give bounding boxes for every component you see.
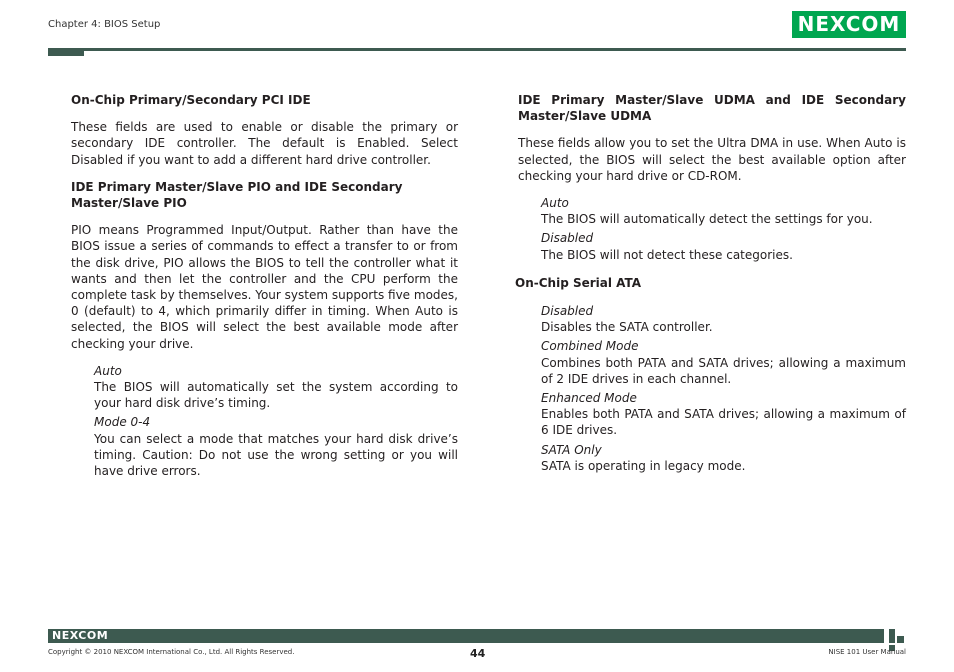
option-name: SATA Only: [541, 442, 602, 457]
option-name: Disabled: [541, 304, 594, 319]
option-desc: Enables both PATA and SATA drives; allowing a maximum of 6 IDE drives.: [541, 407, 906, 438]
manual-title: NISE 101 User Manual: [828, 648, 906, 656]
section-title-pci-ide: On-Chip Primary/Secondary PCI IDE: [71, 93, 311, 107]
header-rule-tab: [48, 48, 84, 56]
header-rule: [48, 48, 906, 51]
option-name: Auto: [541, 196, 569, 211]
corner-square-icon: [897, 636, 904, 643]
option-name: Enhanced Mode: [541, 391, 637, 406]
right-column: [515, 92, 906, 474]
option-desc: Disables the SATA controller.: [541, 320, 713, 335]
option-desc: You can select a mode that matches your hard disk drive’s timing. Caution: Do not use the wrong setting or you will have drive errors.: [94, 431, 458, 479]
option-name: Combined Mode: [541, 339, 639, 354]
nexcom-logo: NEXCOM: [792, 11, 906, 38]
option-name: Auto: [94, 363, 122, 378]
option-desc: Combines both PATA and SATA drives; allowing a maximum of 2 IDE drives in each channel.: [541, 355, 906, 386]
chapter-title: Chapter 4: BIOS Setup: [48, 19, 161, 30]
copyright-text: Copyright © 2010 NEXCOM International Co., Ltd. All Rights Reserved.: [48, 648, 295, 656]
section-body-udma: These fields allow you to set the Ultra DMA in use. When Auto is selected, the BIOS will select the best available option after checking your hard drive or CD-ROM.: [518, 136, 906, 183]
option-list-serial-ata: [541, 303, 906, 474]
footer-bar: [48, 629, 884, 643]
option-name: Mode 0-4: [94, 415, 151, 430]
section-title-pio: IDE Primary Master/Slave PIO and IDE Secondary Master/Slave PIO: [71, 179, 403, 211]
corner-square-icon: [889, 629, 895, 643]
section-body-pio: PIO means Programmed Input/Output. Rather than have the BIOS issue a series of commands to effect a transfer to or from the disk drive, PIO allows the BIOS to tell the controller what it wants and then let the controller and the CPU perform the complete task by themselves. Your system supports five modes, 0 (default) to 4, which primarily differ in timing. When Auto is selected, the BIOS will select the best available mode after checking your drive.: [71, 223, 458, 351]
option-desc: The BIOS will automatically detect the settings for you.: [541, 212, 873, 227]
page-number: 44: [470, 647, 486, 660]
left-column: [71, 92, 458, 479]
option-desc: The BIOS will automatically set the system according to your hard disk drive’s timing.: [94, 380, 458, 411]
section-body-pci-ide: These fields are used to enable or disable the primary or secondary IDE controller. The default is Enabled. Select Disabled if you want to add a different hard drive controller.: [71, 120, 458, 167]
footer-logo: NEXCOM: [52, 629, 109, 642]
option-list-pio: [94, 363, 458, 479]
option-name: Disabled: [541, 231, 594, 246]
section-title-udma: IDE Primary Master/Slave UDMA and IDE Secondary Master/Slave UDMA: [518, 93, 906, 124]
section-title-serial-ata: On-Chip Serial ATA: [515, 275, 642, 290]
option-desc: SATA is operating in legacy mode.: [541, 458, 746, 473]
option-desc: The BIOS will not detect these categories.: [541, 247, 793, 262]
option-list-udma: [541, 195, 906, 263]
